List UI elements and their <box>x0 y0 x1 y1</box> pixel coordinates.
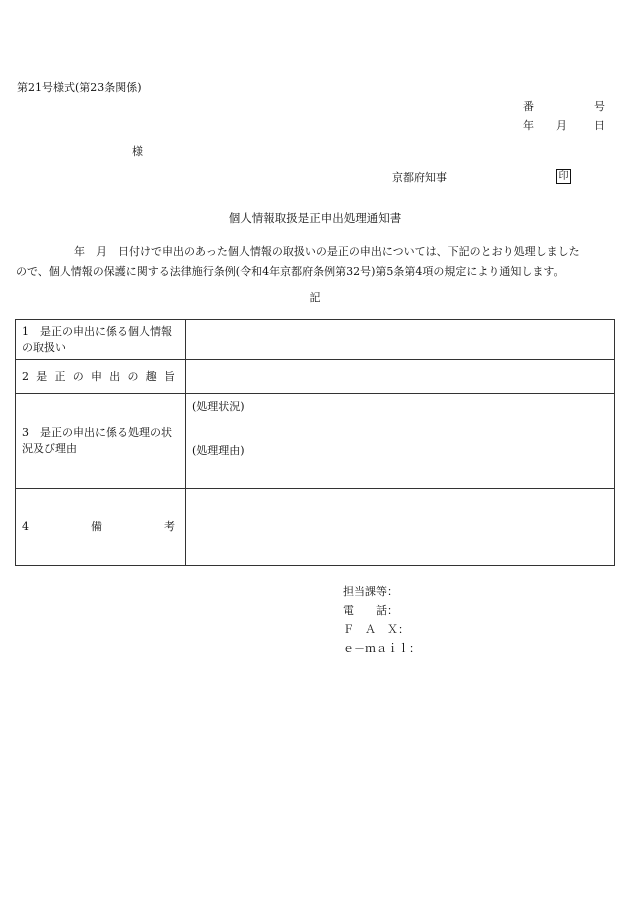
document-number-label: 番 <box>523 100 534 113</box>
row2-label-char: 出 <box>109 369 121 383</box>
notice-body <box>16 242 616 282</box>
row3-value-cell <box>186 394 615 489</box>
row4-number: 4 <box>22 520 29 533</box>
table-row <box>16 360 615 394</box>
row2-label-char: の <box>127 369 139 383</box>
processing-reason-label: (処理理由) <box>192 444 245 457</box>
row4-label <box>16 489 186 566</box>
table-row <box>16 394 615 489</box>
ki-heading: 記 <box>309 291 321 304</box>
row3-label: 3 是正の申出に係る処理の状況及び理由 <box>16 394 186 489</box>
contact-department: 担当課等： <box>343 585 398 598</box>
row4-label-char: 考 <box>164 520 175 533</box>
row2-value-cell <box>186 360 615 394</box>
document-title: 個人情報取扱是正申出処理通知書 <box>228 211 402 225</box>
contact-fax: Ｆ Ａ Ｘ： <box>343 623 409 636</box>
contact-phone: 電 話： <box>343 604 398 617</box>
row4-label-char: 備 <box>91 520 102 533</box>
issuer-name: 京都府知事 <box>392 171 447 184</box>
row2-label-char: 趣 <box>145 369 157 383</box>
row2-label-char: 正 <box>54 369 66 383</box>
notice-body-line-1: 年 月 日付けで申出のあった個人情報の取扱いの是正の申出については、下記のとおり処理しました <box>74 245 580 258</box>
row4-value-cell <box>186 489 615 566</box>
row2-label <box>16 360 186 394</box>
row2-label-char: 旨 <box>164 369 175 383</box>
date-day-label: 日 <box>594 119 605 132</box>
form-number: 第21号様式(第23条関係) <box>17 81 142 94</box>
addressee-honorific: 様 <box>132 145 143 158</box>
row2-number: 2 <box>22 369 29 383</box>
correction-table <box>15 319 615 566</box>
notice-body-line-2: ので、個人情報の保護に関する法律施行条例(令和4年京都府条例第32号)第5条第4項の規定により通知します。 <box>16 265 565 278</box>
processing-status-label: (処理状況) <box>192 400 245 413</box>
row1-label: 1 是正の申出に係る個人情報の取扱い <box>16 320 186 360</box>
row2-label-char: の <box>72 369 84 383</box>
date-month-label: 月 <box>556 119 567 132</box>
table-row <box>16 320 615 360</box>
document-number-suffix: 号 <box>594 100 605 113</box>
contact-email: ｅ－ｍａｉｌ： <box>343 642 420 655</box>
contact-block <box>343 582 420 658</box>
table-row <box>16 489 615 566</box>
row2-label-char: 是 <box>36 369 48 383</box>
seal-mark: 印 <box>556 169 571 184</box>
date-year-label: 年 <box>523 119 534 132</box>
row1-value-cell <box>186 320 615 360</box>
row2-label-char: 申 <box>91 369 102 383</box>
